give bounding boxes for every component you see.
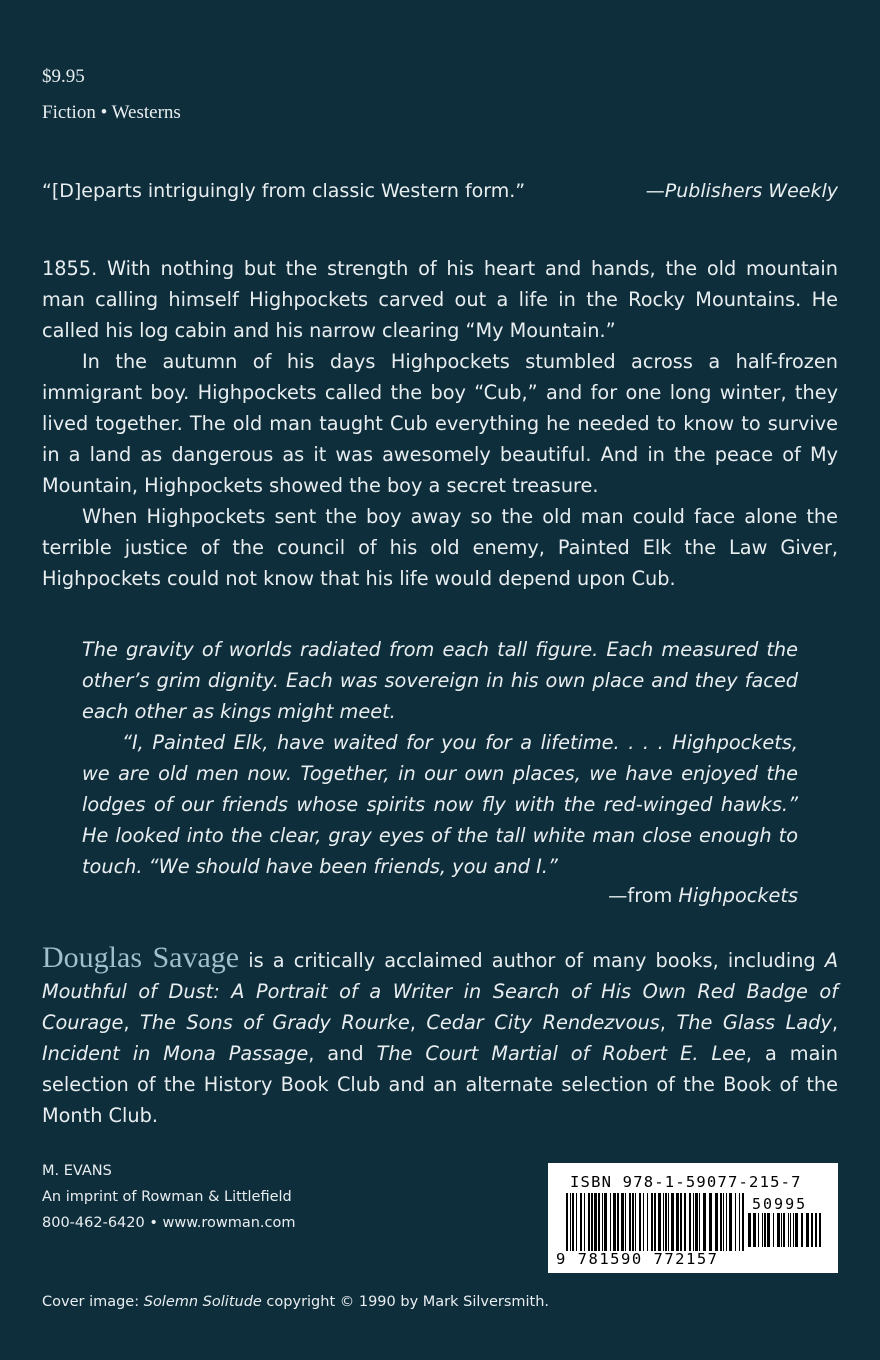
author-bio [42, 942, 838, 1131]
description-paragraph: In the autumn of his days Highpockets stumbled across a half-frozen immigrant boy. Highpockets called the boy “Cub,” and for one long winter, they lived together. The old man taught Cub everything he needed to know to survive in a land as dangerous as it was awesomely beautiful. And in the peace of My Mountain, Highpockets showed the boy a secret treasure. [42, 350, 838, 497]
barcode-bar [764, 1213, 766, 1247]
isbn-text: ISBN 978-1-59077-215-7 [570, 1173, 802, 1191]
barcode-bar [570, 1193, 571, 1251]
barcode-bar [739, 1193, 740, 1251]
barcode-bar [726, 1193, 727, 1251]
barcode-bar [629, 1193, 631, 1251]
barcode-bar [598, 1193, 600, 1251]
barcode-bar [748, 1213, 751, 1247]
barcode-bar [639, 1193, 641, 1251]
barcode-bar [658, 1193, 661, 1251]
barcode-bar [643, 1193, 644, 1251]
description-paragraph: When Highpockets sent the boy away so the old man could face alone the terrible justice of the council of his old enemy, Painted Elk the Law Giver, Highpockets could not know that his life would depend upon Cub. [42, 505, 838, 590]
barcode-bar [635, 1193, 636, 1251]
barcode-bar [654, 1193, 656, 1251]
barcode-bar [576, 1193, 577, 1251]
barcode-bar [580, 1193, 582, 1251]
barcode-bar [572, 1193, 574, 1251]
excerpt-paragraph: The gravity of worlds radiated from each tall figure. Each measured the other’s grim dignity. Each was sovereign in his own place and they faced each other as kings might meet. [82, 638, 798, 723]
publisher-name: M. EVANS [42, 1163, 112, 1179]
barcode-bar [676, 1193, 679, 1251]
review-source: —Publishers Weekly [645, 180, 838, 202]
barcode-bar [651, 1193, 653, 1251]
barcode-bar [613, 1193, 616, 1251]
barcode-bar [684, 1193, 686, 1251]
barcode-bar [566, 1193, 568, 1251]
review-quote: “[D]eparts intriguingly from classic Western form.” [42, 180, 526, 202]
barcode-bar [781, 1213, 782, 1247]
barcode-bar [801, 1213, 803, 1247]
barcode-bar [793, 1213, 794, 1247]
barcode-bar [729, 1193, 732, 1251]
barcode-bar [680, 1193, 682, 1251]
barcode-bar [715, 1193, 718, 1251]
barcode-bar [617, 1193, 619, 1251]
barcode-bar [632, 1193, 634, 1251]
publisher-contact: 800-462-6420 • www.rowman.com [42, 1215, 296, 1231]
barcode-bar [671, 1193, 674, 1251]
excerpt-attribution: —from Highpockets [608, 884, 798, 907]
publisher-info [42, 1158, 296, 1236]
barcode-bar [699, 1193, 700, 1251]
barcode-bar [703, 1193, 706, 1251]
barcode-bar [790, 1213, 791, 1247]
barcode-bar [588, 1193, 590, 1251]
book-description [42, 253, 838, 594]
book-excerpt [82, 634, 798, 882]
barcode-bar [773, 1213, 774, 1247]
barcode-bar [753, 1213, 756, 1247]
barcode-bar [689, 1193, 691, 1251]
ean-barcode-bars [566, 1193, 746, 1251]
barcode-bar [610, 1193, 611, 1251]
barcode-bar [806, 1213, 809, 1247]
barcode-bar [709, 1193, 712, 1251]
barcode-bar [695, 1193, 698, 1251]
author-bio-paragraph: Douglas Savage is a critically acclaimed author of many books, including A Mouthful of Dust: A Portrait of a Writer in Search of His Own Red Badge of Courage, The Sons of Grady Rourke, Cedar City Rendezvous, The Glass Lady, Incident in Mona Passage, and The Court Martial of Robert E. Lee, a main selection of the History Book Club and an alternate selection of the Book of the Month Club. [42, 941, 839, 1127]
barcode-bar [625, 1193, 626, 1251]
review-quote-row [42, 180, 838, 202]
barcode-bar [795, 1213, 798, 1247]
ean-digits: 9 781590 772157 [556, 1250, 719, 1268]
barcode-bar [604, 1193, 607, 1251]
barcode-bar [663, 1193, 664, 1251]
barcode-bar [723, 1193, 724, 1251]
barcode-bar [819, 1213, 821, 1247]
genre-label: Fiction • Westerns [42, 102, 181, 123]
addon-digits: 50995 [752, 1195, 808, 1213]
barcode-bar [777, 1213, 780, 1247]
barcode-bar [811, 1213, 813, 1247]
barcode-bar [647, 1193, 648, 1251]
barcode-bar [815, 1213, 817, 1247]
cover-image-credit: Cover image: Solemn Solitude copyright © 1990 by Mark Silversmith. [42, 1294, 550, 1310]
description-paragraph: 1855. With nothing but the strength of his heart and hands, the old mountain man calling himself Highpockets carved out a life in the Rocky Mountains. He called his log cabin and his narrow clearing “My Mountain.” [42, 257, 838, 342]
barcode-bar [693, 1193, 694, 1251]
publisher-imprint: An imprint of Rowman & Littlefield [42, 1189, 292, 1205]
barcode-bar [584, 1193, 585, 1251]
barcode-bar [594, 1193, 597, 1251]
barcode-bar [602, 1193, 603, 1251]
barcode-bar [668, 1193, 669, 1251]
barcode-bar [783, 1213, 785, 1247]
excerpt-paragraph: “I, Painted Elk, have waited for you for a lifetime. . . . Highpockets, we are old men now. Together, in our own places, we have enjoyed the lodges of our friends whose spirits now fly with the red-winged hawks.” He looked into the clear, gray eyes of the tall white man close enough to touch. “We should have been friends, you and I.” [82, 731, 798, 878]
barcode-bar [720, 1193, 722, 1251]
barcode-bar [742, 1193, 744, 1251]
price: $9.95 [42, 66, 85, 87]
barcode [548, 1163, 838, 1273]
barcode-bar [762, 1213, 763, 1247]
addon-barcode-bars [748, 1213, 822, 1247]
barcode-bar [665, 1193, 667, 1251]
barcode-bar [788, 1213, 789, 1247]
barcode-bar [591, 1193, 593, 1251]
barcode-bar [621, 1193, 624, 1251]
barcode-bar [758, 1213, 759, 1247]
barcode-bar [767, 1213, 770, 1247]
author-name: Douglas Savage [42, 941, 240, 974]
barcode-bar [735, 1193, 736, 1251]
